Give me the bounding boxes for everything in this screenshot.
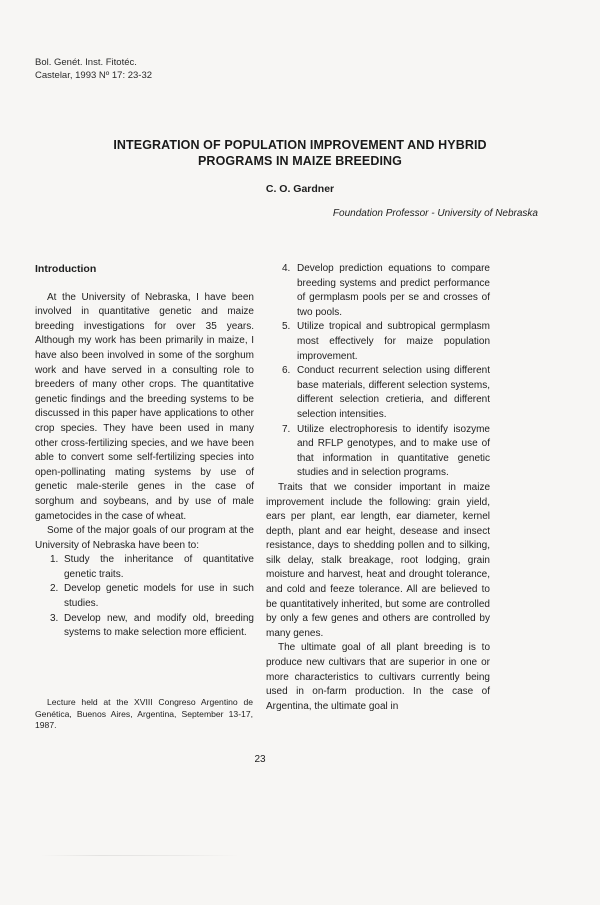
list-item [35, 582, 254, 611]
intro-paragraph: At the University of Nebraska, I have been involved in quantitative genetic and maize breeding investigations for over 35 years. Although my work has been primarily in maize, I have also been involved in some of the sorghum work and have served in a consulting role to breeders of many other crops. The quantitative genetic findings and the breeding systems to be discussed in this paper have applications to other crop species. They have been used in many other cross-fertilizing species, and we have been able to convert some self-fertilizing species into open-pollinating mating systems by use of genetic male-sterile genes in the case of sorghum and soybeans, and by use of male gametocides in the case of wheat. [35, 291, 254, 522]
right-column [266, 262, 490, 714]
goals-list-right [266, 262, 490, 481]
list-item-text: Study the inheritance of quantitative genetic traits. [64, 554, 254, 580]
footnote: Lecture held at the XVIII Congreso Argentino de Genética, Buenos Aires, Argentina, September 13-17, 1987. [35, 697, 253, 730]
list-item [35, 612, 254, 641]
list-item-number: 3. [50, 612, 59, 624]
goals-lead-paragraph: Some of the major goals of our program at the University of Nebraska have been to: [35, 525, 254, 551]
list-item-text: Utilize tropical and subtropical germplasm most effectively for maize population improvement. [297, 321, 490, 362]
ultimate-goal-paragraph: The ultimate goal of all plant breeding is to produce new cultivars that are superior in one or more characteristics to cultivars currently being used in on-farm production. In the case of Argentina, the ultimate goal in [266, 642, 490, 712]
list-item [266, 320, 490, 364]
list-item [266, 364, 490, 422]
list-item-number: 5. [282, 321, 291, 333]
scan-smudge [40, 855, 240, 856]
section-heading: Introduction [35, 263, 97, 275]
left-column [35, 262, 254, 641]
list-item-number: 1. [50, 554, 59, 566]
journal-citation [35, 56, 152, 82]
journal-issue: Castelar, 1993 Nº 17: 23-32 [35, 70, 153, 81]
list-item-text: Develop genetic models for use in such studies. [64, 583, 254, 610]
list-item-text: Develop prediction equations to compare breeding systems and predict performance of germplasm pools per se and crosses of two pools. [297, 263, 490, 318]
list-item-number: 7. [282, 423, 291, 435]
paper-title [40, 137, 560, 169]
goals-list-left [35, 553, 254, 641]
list-item-text: Conduct recurrent selection using different base materials, different selection systems, different selection cretieria, and different selection intensities. [297, 365, 490, 420]
list-item-number: 2. [50, 583, 59, 595]
traits-paragraph: Traits that we consider important in maize improvement include the following: grain yield, ears per plant, ear length, ear diameter, kernel depth, plant and ear height, desease and insect resistance, days to shedding pollen and to silking, silk delay, stalk breakage, root lodging, grain moisture and harvest, heat and drought tolerance, and cold and feeze tolerance. All are believed to be quantitatively inherited, but some are controlled by only a few genes and others are controlled by many genes. [266, 481, 490, 639]
list-item-number: 6. [282, 365, 291, 377]
journal-name: Bol. Genét. Inst. Fitotéc. [35, 57, 137, 68]
page-number: 23 [254, 754, 266, 765]
title-line-1: INTEGRATION OF POPULATION IMPROVEMENT AND HYBRID [113, 138, 487, 152]
list-item [266, 262, 490, 320]
author-affiliation: Foundation Professor - University of Nebraska [332, 208, 538, 219]
list-item [266, 423, 490, 481]
title-line-2: PROGRAMS IN MAIZE BREEDING [198, 154, 402, 168]
list-item-text: Develop new, and modify old, breeding systems to make selection more efficient. [64, 612, 254, 639]
list-item [35, 553, 254, 582]
list-item-text: Utilize electrophoresis to identify isozyme and RFLP genotypes, and to make use of that information in quantitative genetic studies and in selection programs. [297, 423, 490, 479]
author-name: C. O. Gardner [265, 183, 335, 195]
list-item-number: 4. [282, 263, 291, 274]
